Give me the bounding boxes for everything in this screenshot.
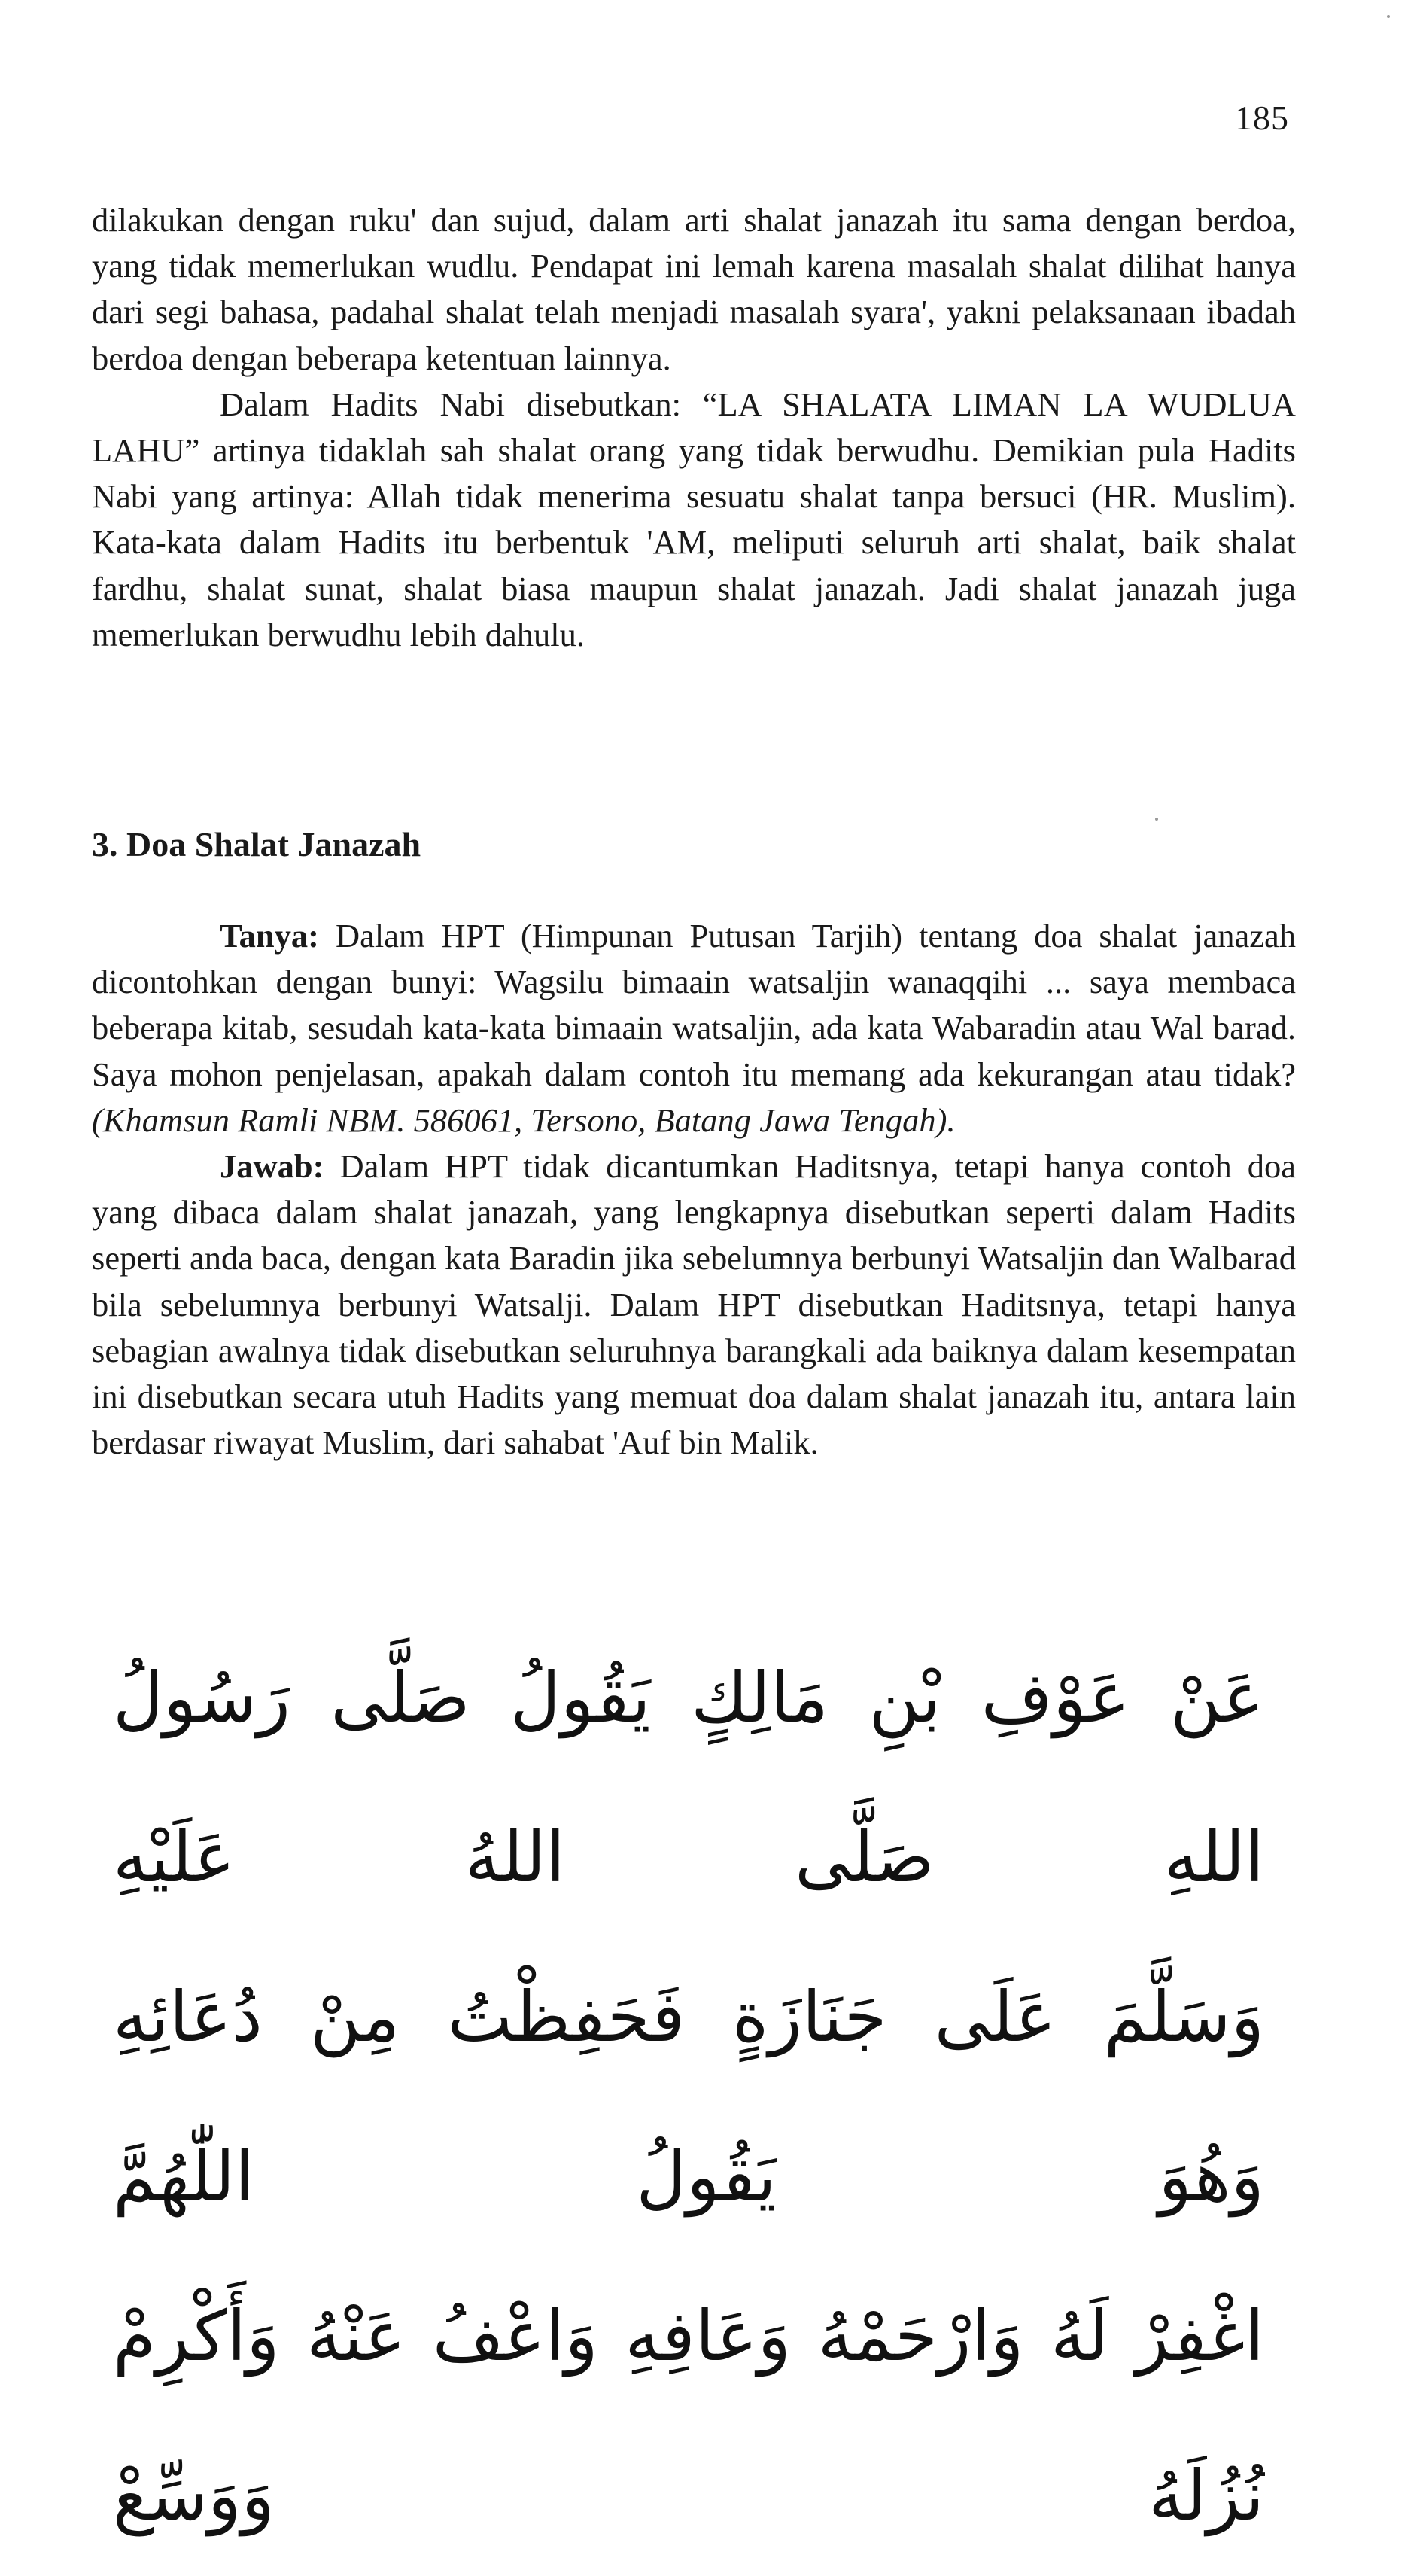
page-number: 185 [1235,99,1289,137]
answer-label: Jawab: [220,1147,324,1186]
scan-speck [1155,818,1158,821]
question-paragraph [92,913,1296,1143]
question-label: Tanya: [220,917,319,955]
paragraph-hadits-wudlu: Dalam Hadits Nabi disebutkan: “LA SHALATA LIMAN LA WUDLUA LAHU” artinya tidaklah sah shalat orang yang tidak berwudhu. Demikian pula Hadits Nabi yang artinya: Allah tidak menerima sesuatu shalat tanpa bersuci (HR. Muslim). Kata-kata dalam Hadits itu berbentuk 'AM, meliputi seluruh arti shalat, baik shalat fardhu, shalat sunat, shalat biasa maupun shalat janazah. Jadi shalat janazah juga memerlukan berwudhu lebih dahulu. [92,385,1296,653]
section-heading: 3. Doa Shalat Janazah [92,825,421,863]
scan-speck [1387,15,1390,18]
qa-section [92,913,1296,1466]
question-text: Dalam HPT (Himpunan Putusan Tarjih) tentang doa shalat janazah dicontohkan dengan bunyi: Wagsilu bimaain watsaljin wanaqqihi ... saya membaca beberapa kitab, sesudah kata-kata bimaain watsaljin, ada kata Wabaradin atau Wal barad. Saya mohon penjelasan, apakah dalam contoh itu memang ada kekurangan atau tidak? [92,917,1297,1093]
arabic-hadith-text [113,1618,1264,2576]
answer-paragraph [92,1143,1296,1466]
question-attribution: (Khamsun Ramli NBM. 586061, Tersono, Batang Jawa Tengah). [92,1101,956,1139]
arabic-line-2: وَسَلَّمَ عَلَى جَنَازَةٍ فَحَفِظْتُ مِنْ دُعَائِهِ وَهُوَ يَقُولُ اللّٰهُمَّ [113,1977,1264,2217]
answer-text: Dalam HPT tidak dicantumkan Haditsnya, tetapi hanya contoh doa yang dibaca dalam shalat janazah, yang lengkapnya disebutkan seperti dalam Hadits seperti anda baca, dengan kata Baradin jika sebelumnya berbunyi Watsaljin dan Walbarad bila sebelumnya berbunyi Watsalji. Dalam HPT disebutkan Haditsnya, tetapi hanya sebagian awalnya tidak disebutkan seluruhnya barangkali ada baiknya dalam kesempatan ini disebutkan secara utuh Hadits yang memuat doa dalam shalat janazah itu, antara lain berdasar riwayat Muslim, dari sahabat 'Auf bin Malik. [92,1147,1296,1462]
arabic-line-1: عَنْ عَوْفِ بْنِ مَالِكٍ يَقُولُ صَلَّى رَسُولُ اللهِ صَلَّى اللهُ عَلَيْهِ [113,1658,1264,1898]
arabic-line-3: اغْفِرْ لَهُ وَارْحَمْهُ وَعَافِهِ وَاعْفُ عَنْهُ وَأَكْرِمْ نُزُلَهُ وَوَسِّعْ [113,2296,1264,2536]
continuation-section [92,197,1296,658]
paragraph-continuation: dilakukan dengan ruku' dan sujud, dalam arti shalat janazah itu sama dengan berdoa, yang tidak memerlukan wudlu. Pendapat ini lemah karena masalah shalat dilihat hanya dari segi bahasa, padahal shalat telah menjadi masalah syara', yakni pelaksanaan ibadah berdoa dengan beberapa ketentuan lainnya. [92,201,1296,377]
